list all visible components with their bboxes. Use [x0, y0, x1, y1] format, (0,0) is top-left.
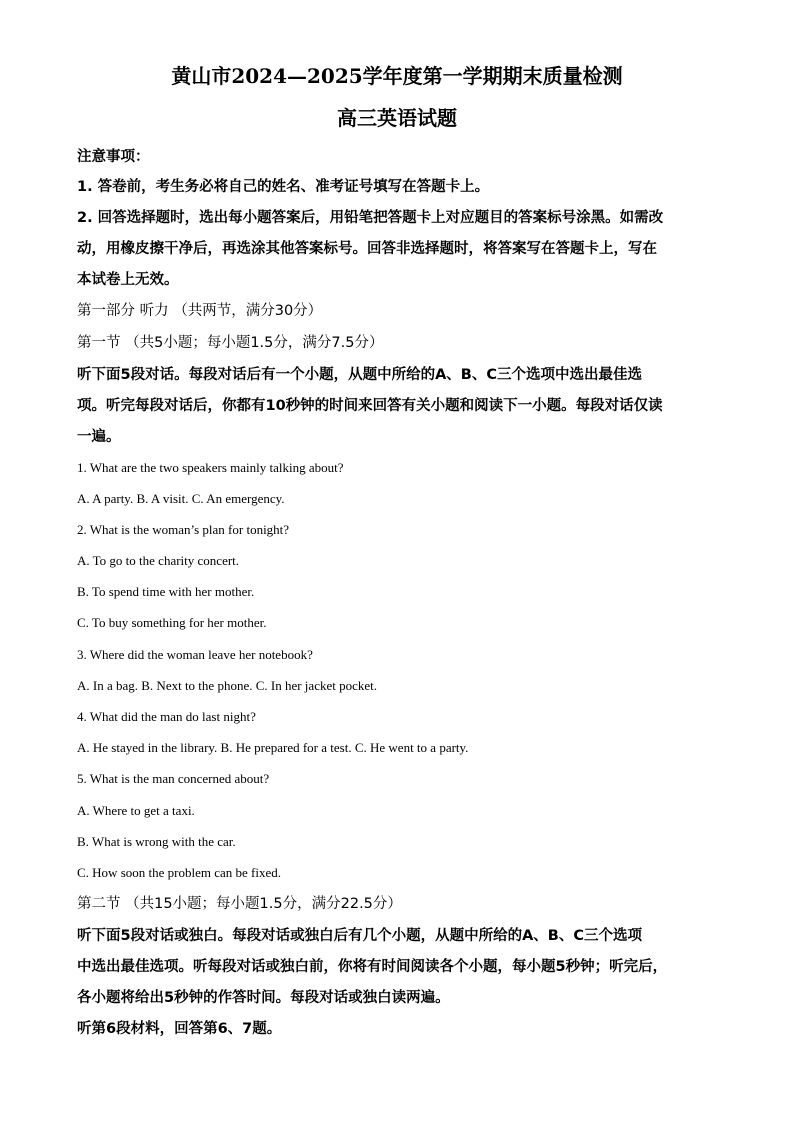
question-4: 4. What did the man do last night? [77, 709, 256, 724]
question-5-option-a: A. Where to get a taxi. [77, 803, 195, 818]
section1-instruction-line-1: 听下面5段对话。每段对话后有一个小题，从题中所给的A、B、C三个选项中选出最佳选 [77, 367, 643, 383]
question-2-option-c: C. To buy something for her mother. [77, 615, 267, 630]
question-4-options: A. He stayed in the library. B. He prepared for a test. C. He went to a party. [77, 740, 469, 755]
part1-heading: 第一部分 听力 （共两节，满分30分） [77, 303, 323, 319]
question-2-option-a: A. To go to the charity concert. [77, 553, 240, 568]
section1-heading: 第一节 （共5小题；每小题1.5分，满分7.5分） [77, 335, 384, 351]
question-3: 3. Where did the woman leave her notebook? [77, 647, 313, 662]
section2-instruction-line-3: 各小题将给出5秒钟的作答时间。每段对话或独白读两遍。 [77, 990, 450, 1006]
note-item-1: 1. 答卷前，考生务必将自己的姓名、准考证号填写在答题卡上。 [77, 179, 490, 195]
exam-subtitle: 高三英语试题 [337, 106, 457, 130]
material-6-prompt: 听第6段材料，回答第6、7题。 [77, 1021, 282, 1037]
question-2: 2. What is the woman’s plan for tonight? [77, 522, 290, 537]
question-1-options: A. A party. B. A visit. C. An emergency. [77, 491, 285, 506]
notes-heading: 注意事项： [77, 149, 150, 165]
question-2-option-b: B. To spend time with her mother. [77, 584, 255, 599]
section1-instruction-line-2: 项。听完每段对话后，你都有10秒钟的时间来回答有关小题和阅读下一小题。每段对话仅读 [77, 398, 663, 414]
note-item-2-line-3: 本试卷上无效。 [77, 272, 179, 288]
note-item-2-line-1: 2. 回答选择题时，选出每小题答案后，用铅笔把答题卡上对应题目的答案标号涂黑。如需改 [77, 210, 664, 226]
question-5: 5. What is the man concerned about? [77, 771, 270, 786]
question-1: 1. What are the two speakers mainly talking about? [77, 460, 344, 475]
exam-title: 黄山市2024—2025学年度第一学期期末质量检测 [171, 64, 623, 88]
section2-instruction-line-2: 中选出最佳选项。听每段对话或独白前，你将有时间阅读各个小题，每小题5秒钟；听完后， [77, 959, 668, 975]
note-item-2-line-2: 动，用橡皮擦干净后，再选涂其他答案标号。回答非选择题时，将答案写在答题卡上，写在 [77, 241, 657, 257]
section2-instruction-line-1: 听下面5段对话或独白。每段对话或独白后有几个小题，从题中所给的A、B、C三个选项 [77, 928, 643, 944]
question-3-options: A. In a bag. B. Next to the phone. C. In her jacket pocket. [77, 678, 377, 693]
section1-instruction-line-3: 一遍。 [77, 429, 121, 445]
question-5-option-c: C. How soon the problem can be fixed. [77, 865, 281, 880]
section2-heading: 第二节 （共15小题；每小题1.5分，满分22.5分） [77, 896, 402, 912]
question-5-option-b: B. What is wrong with the car. [77, 834, 236, 849]
